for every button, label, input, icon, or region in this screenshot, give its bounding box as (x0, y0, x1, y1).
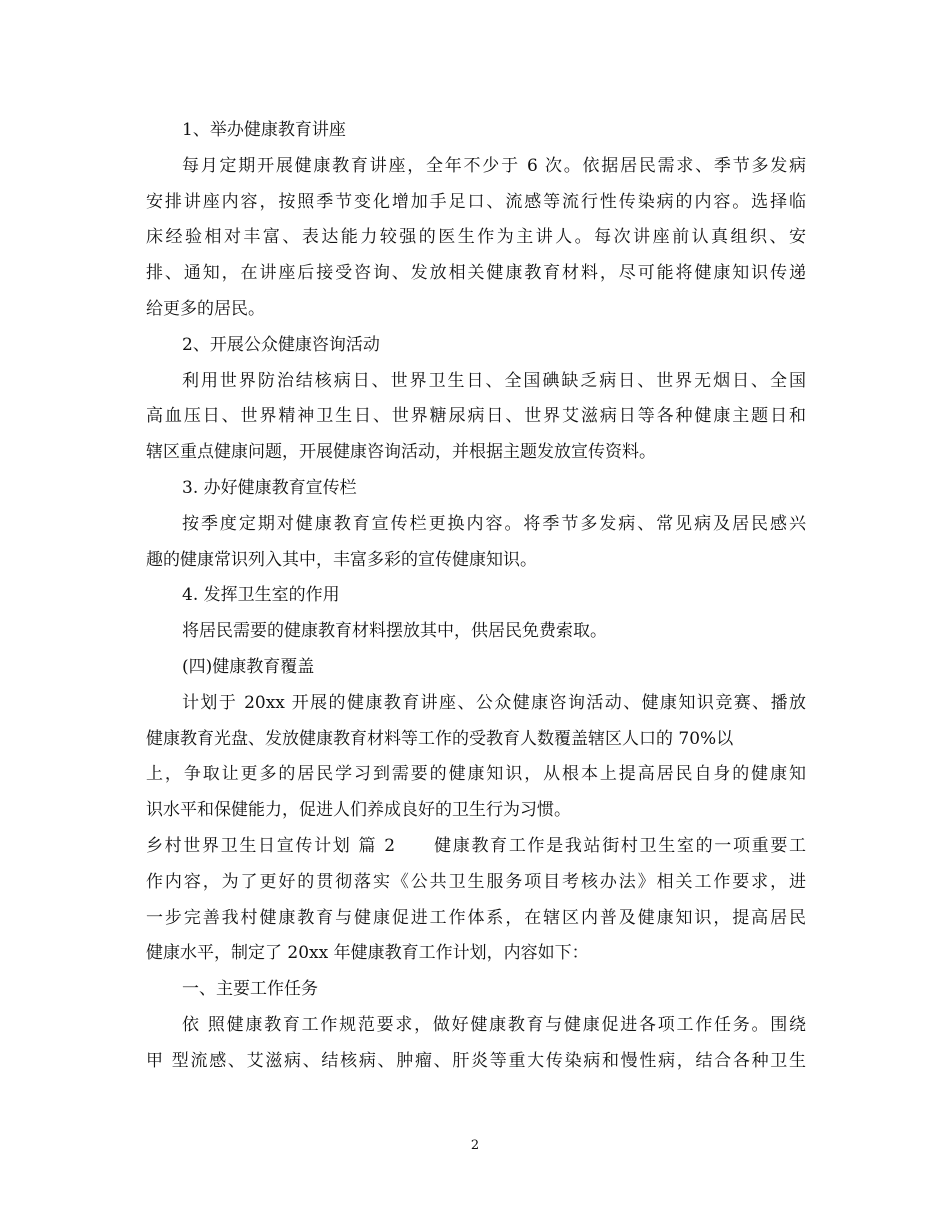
text-line: 排、通知，在讲座后接受咨询、发放相关健康教育材料，尽可能将健康知识传递 (146, 263, 806, 284)
text-line: 每月定期开展健康教育讲座，全年不少于 6 次。依据居民需求、季节多发病 (182, 155, 806, 176)
text-line: 辖区重点健康问题，开展健康咨询活动，并根据主题发放宣传资料。 (146, 442, 656, 463)
text-line: 作内容，为了更好的贯彻落实《公共卫生服务项目考核办法》相关工作要求，进 (146, 871, 806, 892)
text-line: 一步完善我村健康教育与健康促进工作体系，在辖区内普及健康知识，提高居民 (146, 907, 806, 928)
text-line: 床经验相对丰富、表达能力较强的医生作为主讲人。每次讲座前认真组织、安 (146, 227, 806, 248)
text-line: 一、主要工作任务 (182, 979, 318, 1000)
document-body (146, 113, 806, 1080)
text-line: 利用世界防治结核病日、世界卫生日、全国碘缺乏病日、世界无烟日、全国 (182, 370, 806, 391)
text-line: 4. 发挥卫生室的作用 (182, 585, 340, 606)
text-line: 1、举办健康教育讲座 (182, 120, 346, 140)
text-line: 安排讲座内容，按照季节变化增加手足口、流感等流行性传染病的内容。选择临 (146, 191, 806, 212)
text-line: 健康教育光盘、发放健康教育材料等工作的受教育人数覆盖辖区人口的 70%以 (146, 728, 734, 749)
page-number: 2 (470, 1138, 480, 1153)
text-line: 计划于 20xx 开展的健康教育讲座、公众健康咨询活动、健康知识竞赛、播放 (182, 692, 806, 713)
text-line: 乡村世界卫生日宣传计划 篇 2 健康教育工作是我站街村卫生室的一项重要工 (146, 835, 806, 856)
text-line: 3. 办好健康教育宣传栏 (182, 477, 357, 498)
text-line: (四)健康教育覆盖 (182, 656, 315, 677)
text-line: 甲 型流感、艾滋病、结核病、肿瘤、肝炎等重大传染病和慢性病，结合各种卫生 (146, 1050, 806, 1071)
text-line: 识水平和保健能力，促进人们养成良好的卫生行为习惯。 (146, 800, 571, 821)
text-line: 将居民需要的健康教育材料摆放其中，供居民免费索取。 (182, 621, 607, 642)
text-line: 健康水平，制定了 20xx 年健康教育工作计划，内容如下： (146, 943, 589, 964)
text-line: 上，争取让更多的居民学习到需要的健康知识，从根本上提高居民自身的健康知 (146, 764, 806, 785)
text-line: 依 照健康教育工作规范要求，做好健康教育与健康促进各项工作任务。围绕 (182, 1014, 806, 1035)
text-line: 高血压日、世界精神卫生日、世界糖尿病日、世界艾滋病日等各种健康主题日和 (146, 406, 806, 427)
text-line: 趣的健康常识列入其中，丰富多彩的宣传健康知识。 (146, 549, 537, 570)
text-line: 2、开展公众健康咨询活动 (182, 334, 380, 355)
text-line: 给更多的居民。 (146, 298, 265, 319)
text-line: 按季度定期对健康教育宣传栏更换内容。将季节多发病、常见病及居民感兴 (182, 513, 806, 534)
